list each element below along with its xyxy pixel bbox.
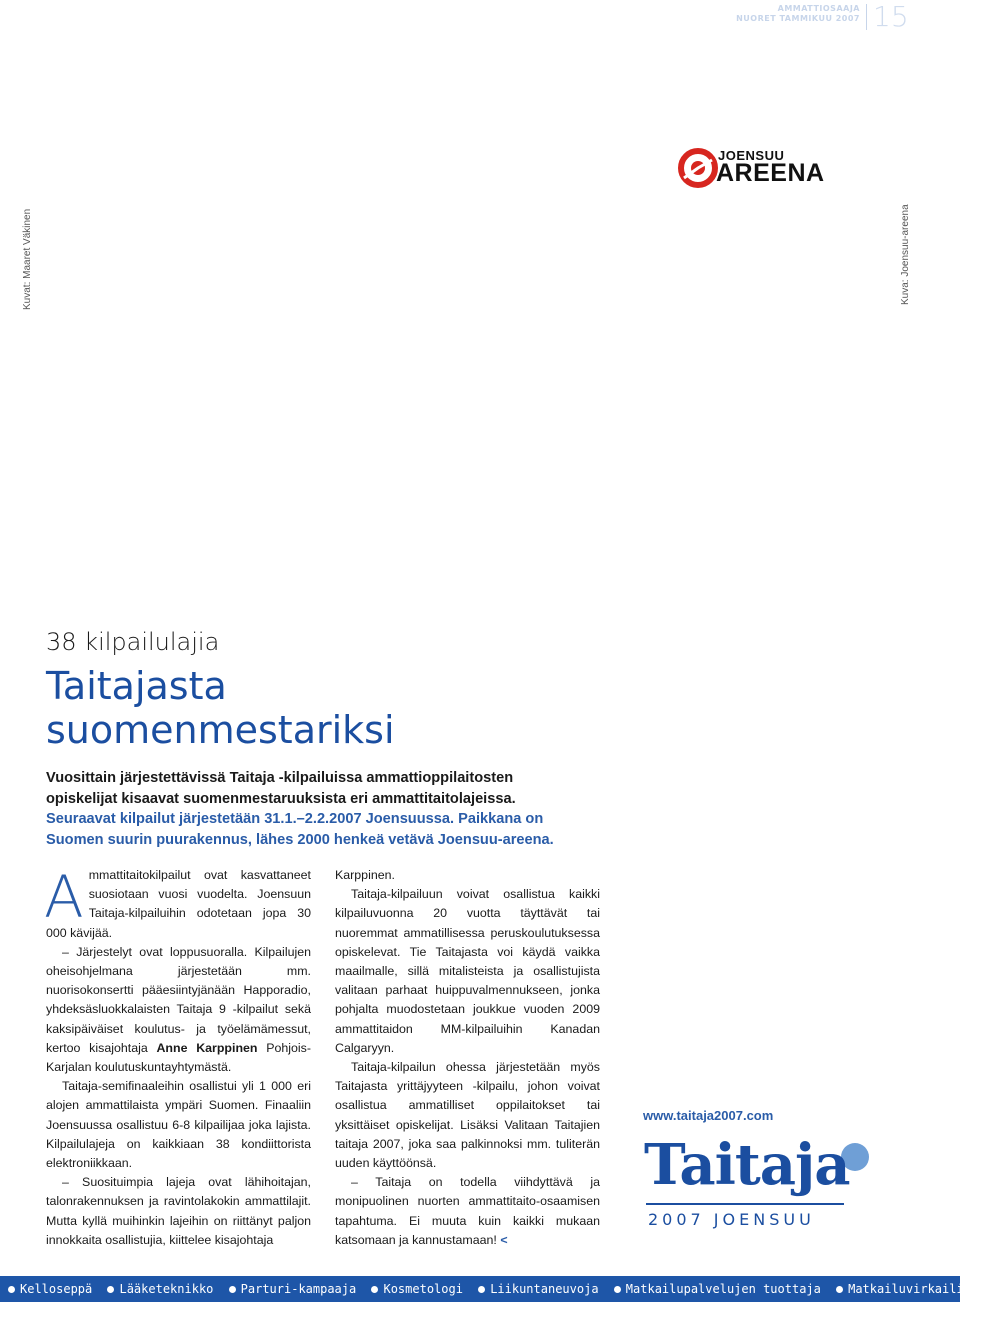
footer-item: Kelloseppä <box>20 1282 93 1296</box>
footer-item: Matkailuvirkailija <box>848 1282 979 1296</box>
photo-credit-right: Kuva: Joensuu-areena <box>900 204 911 305</box>
page-header <box>736 4 860 24</box>
article-lead <box>46 768 586 850</box>
drop-cap: A <box>44 863 84 931</box>
bullet-icon <box>8 1286 15 1293</box>
taitaja-2007-logo <box>640 1132 870 1230</box>
title-line-1: Taitajasta <box>46 664 227 708</box>
col2-paragraph-3: – Taitaja on todella viihdyttävä ja monipuolinen nuorten ammattitaito-osaamisen tapahtuma. Ei muuta kuin kaikki mukaan katsomaan ja kannustamaan! <box>335 1175 600 1247</box>
professions-footer <box>0 1276 979 1302</box>
lead-highlight: Seuraavat kilpailut järjestetään 31.1.–2.2.2007 Joensuussa. Paikkana on Suomen suurin puurakennus, lähes 2000 henkeä vetävä Joensuu-areena. <box>46 811 554 848</box>
bullet-icon <box>229 1286 236 1293</box>
footer-item: Matkailupalvelujen tuottaja <box>625 1282 821 1296</box>
joensuu-areena-logo <box>678 146 823 190</box>
col2-paragraph-1: Taitaja-kilpailuun voivat osallistua kaikki kilpailuvuonna 20 vuotta täyttävät tai nuoremmat ammatillisessa peruskoulutuksessa opiskelevat. Tie Taitajasta voi käydä vaikka maailmalle, sillä mitalisteista ja osallistujista valitaan parhaat huippuvalmennukseen, jonka pohjalta muodostetaan joukkue vuoden 2009 ammattitaidon MM-kilpailuihin Kanadan Calgaryyn. <box>335 887 600 1055</box>
taitaja-rule <box>646 1203 844 1205</box>
taitaja-subline: 2007 JOENSUU <box>648 1210 815 1229</box>
areena-logo-line1: JOENSUU <box>718 148 785 163</box>
article-title <box>46 664 395 752</box>
bullet-icon <box>836 1286 843 1293</box>
article-column-2 <box>335 866 600 1250</box>
footer-item: Kosmetologi <box>383 1282 463 1296</box>
taitaja-wordmark: Taitaja <box>644 1132 850 1198</box>
page-number: 15 <box>873 0 909 33</box>
end-mark: < <box>500 1232 508 1247</box>
section-label: AMMATTIOSAAJA <box>777 4 860 13</box>
photo-credit-left: Kuvat: Maaret Väkinen <box>22 208 33 310</box>
issue-label: NUORET TAMMIKUU 2007 <box>736 14 860 23</box>
article-column-1 <box>44 863 311 1250</box>
col2-paragraph-0: Karppinen. <box>335 868 395 882</box>
areena-emblem-icon <box>678 148 718 188</box>
col1-paragraph-3: Taitaja-semifinaaleihin osallistui yli 1 000 eri alojen ammattilaista ympäri Suomen. Finaaliin Joensuussa osallistuu 6-8 kilpailijaa joka lajista. Kilpailulajeja on kaikkiaan 38 kondiittorista elektroniikkaan. <box>46 1079 311 1171</box>
bullet-icon <box>107 1286 114 1293</box>
lead-text: Vuosittain järjestettävissä Taitaja -kilpailuissa ammattioppilaitosten opiskelijat kisaavat suomenmestaruuksista eri ammattitaitolajeissa. <box>46 770 516 807</box>
bullet-icon <box>993 1286 1000 1293</box>
article-kicker: 38 kilpailulajia <box>46 628 220 656</box>
col1-paragraph-2: – Järjestelyt ovat loppusuoralla. Kilpailujen oheisohjelmana järjestetään mm. nuorisokonsertti pääesiintyjänään Happoradio, yhdeksäsluokkalaisten Taitaja 9 -kilpailut sekä kaksipäiväiset koulutus- ja työelämämessut, kertoo kisajohtaja <box>46 944 311 1055</box>
footer-item: Lääketeknikko <box>119 1282 214 1296</box>
col2-paragraph-2: Taitaja-kilpailun ohessa järjestetään myös Taitajasta yrittäjyyteen -kilpailu, johon voivat osallistua ammatilliset oppilaitokset tai yksittäiset opiskelijat. Lisäksi Valitaan Taitajien taitaja 2007, joka saa palkinnoksi mm. tuliterän uuden käyttöönsä. <box>335 1060 600 1171</box>
bullet-icon <box>371 1286 378 1293</box>
footer-item: Liikuntaneuvoja <box>490 1282 599 1296</box>
title-line-2: suomenmestariksi <box>46 708 395 752</box>
person-name: Anne Karppinen <box>156 1040 258 1055</box>
footer-item: Parturi-kampaaja <box>240 1282 357 1296</box>
col1-paragraph-1: mmattitaitokilpailut ovat kasvattaneet suosiotaan vuosi vuodelta. Joensuun Taitaja-kilpailuihin odotetaan jopa 30 000 kävijää. <box>46 868 311 940</box>
col1-paragraph-2-end: Pohjois-Karjalan koulutuskuntayhtymästä. <box>46 1040 311 1075</box>
header-divider <box>866 4 867 30</box>
taitaja-url-link[interactable]: www.taitaja2007.com <box>643 1108 774 1123</box>
bullet-icon <box>478 1286 485 1293</box>
areena-logo-line2: AREENA <box>716 159 825 187</box>
col1-paragraph-4: – Suosituimpia lajeja ovat lähihoitajan, talonrakennuksen ja ravintolakokin ammattilajit. Mutta kyllä muihinkin lajeihin on riittänyt paljon innokkaita osallistujia, kiittelee kisajohtaja <box>46 1175 311 1247</box>
bullet-icon <box>614 1286 621 1293</box>
